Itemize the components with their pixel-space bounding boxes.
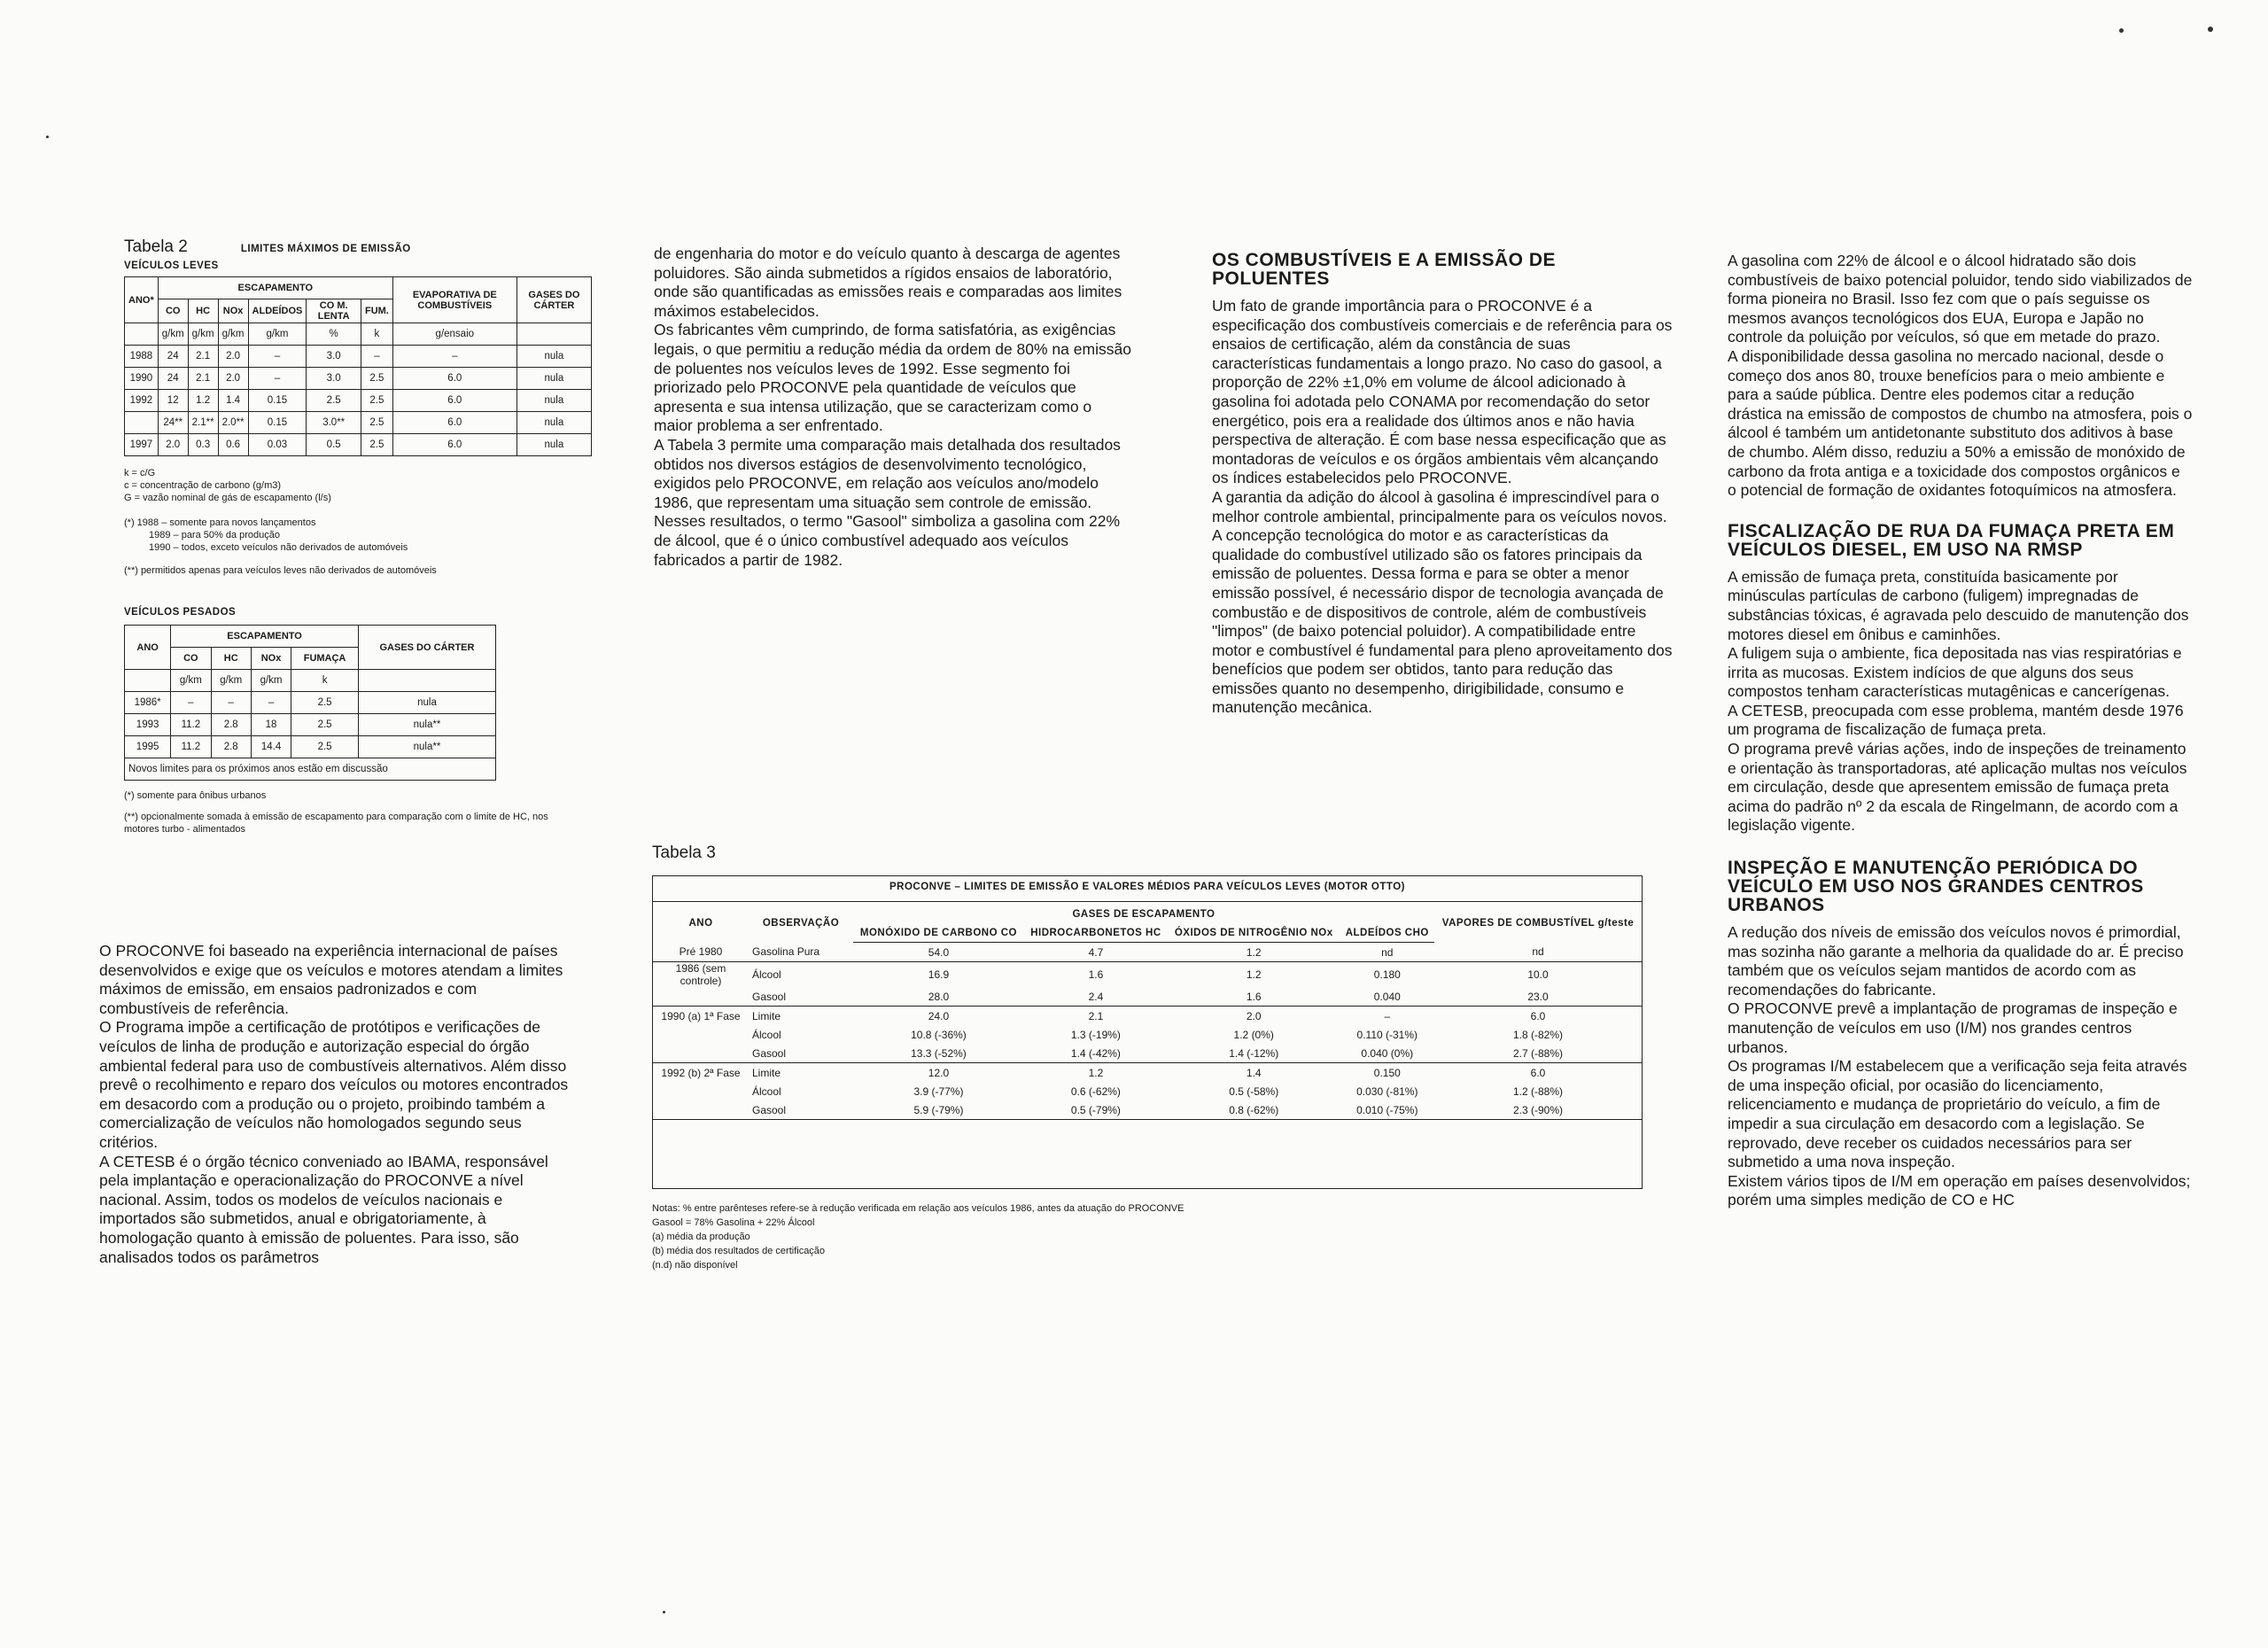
paragraph: A redução dos níveis de emissão dos veículos novos é primordial, mas sozinha não garante a melhoria da qualidade do ar. É preciso também que os veículos sejam mantidos de acordo com as recomendações do fabricante. (1728, 923, 2184, 999)
table-cell: Álcool (752, 1084, 781, 1098)
table-cell: 2.5 (291, 714, 359, 736)
col-header-observacao: OBSERVAÇÃO (762, 918, 840, 929)
table-body (125, 692, 496, 758)
unit-cell: g/km (188, 323, 218, 346)
table-cell: 3.0** (307, 412, 361, 434)
table-cell: – (248, 368, 307, 390)
paragraph: O PROCONVE prevê a implantação de programas de inspeção e manutenção de veículos em uso (I/M) nos grandes centros urbanos. (1728, 999, 2178, 1056)
tabela-3 (652, 843, 1644, 1272)
table-cell: nula** (358, 714, 495, 736)
unit-cell (517, 323, 591, 346)
paragraph: O PROCONVE foi baseado na experiência internacional de países desenvolvidos e exige que os veículos e motores atendam a limites máximos de emissão, em ensaios padronizados e com combustíveis de referência. (99, 942, 563, 1017)
paragraph: A concepção tecnológica do motor e as características da qualidade do combustível utilizado são os fatores principais da emissão de poluentes. Dessa forma e para se obter a menor emissão possível, é necessário dispor de tecnologia avançada de combustão e de dispositivos de controle, além de combustíveis "limpos" (de baixo potencial poluidor). A compatibilidade entre motor e combustível é fundamental para pleno aproveitamento dos benefícios que podem ser obtidos, tanto para redução das emissões quanto no desempenho, dirigibilidade, consumo e manutenção mecânica. (1212, 526, 1673, 717)
column-2-text (654, 245, 1132, 570)
tabela-3-title: PROCONVE – LIMITES DE EMISSÃO E VALORES MÉDIOS PARA VEÍCULOS LEVES (MOTOR OTTO) (889, 882, 1405, 892)
table-cell: 1.4 (218, 390, 248, 412)
table-cell: – (171, 692, 211, 714)
col-header-ano: ANO (125, 626, 171, 670)
table-cell: 1.2 (0%) (1233, 1028, 1274, 1041)
table-cell: nula (517, 368, 591, 390)
unit-cell (358, 670, 495, 692)
table-cell: 2.5 (361, 412, 392, 434)
scan-speck (663, 1611, 665, 1613)
col-header-escapamento: ESCAPAMENTO (158, 277, 392, 299)
table-cell: Gasool (749, 987, 853, 1007)
table-cell: 0.150 (1373, 1066, 1401, 1079)
legend-line: G = vazão nominal de gás de escapamento (l/s) (124, 493, 331, 503)
paragraph: O programa prevê várias ações, indo de inspeções de treinamento e orientação às transportadoras, até aplicação multas nos veículos em circulação, desde que apresentem emissão de fumaça preta acima do padrão nº 2 da escala de Ringelmann, de acordo com a legislação vigente. (1728, 740, 2187, 835)
table-row (653, 1044, 1642, 1063)
col-header: CO (171, 648, 211, 670)
table-veiculos-pesados (124, 625, 496, 781)
table-cell: 12 (158, 390, 188, 412)
table-cell: 1997 (125, 434, 159, 456)
unit-cell: g/ensaio (392, 323, 517, 346)
table-cell: 13.3 (-52%) (853, 1044, 1024, 1063)
table-cell: 10.8 (-36%) (911, 1028, 967, 1041)
table-cell: nula** (358, 736, 495, 758)
col-header-ano: ANO* (125, 277, 159, 323)
table-cell: 0.3 (188, 434, 218, 456)
col-header: MONÓXIDO DE CARBONO CO (853, 923, 1024, 943)
unit-cell: k (361, 323, 392, 346)
table-cell (653, 1082, 749, 1100)
note-line: Gasool = 78% Gasolina + 22% Álcool (652, 1217, 815, 1228)
table-cell: 1.2 (1088, 1066, 1104, 1079)
table-cell: 1990 (125, 368, 159, 390)
table-cell: 0.040 (0%) (1340, 1044, 1434, 1063)
table-cell: 2.0 (218, 346, 248, 368)
paragraph: Existem vários tipos de I/M em operação em países desenvolvidos; porém uma simples medição de CO e HC (1728, 1171, 2191, 1209)
footnote-line: (*) somente para ônibus urbanos (124, 790, 267, 801)
paragraph: A fuligem suja o ambiente, fica depositada nas vias respiratórias e irrita as mucosas. Existem indícios de que alguns dos seus compostos tenham características mutagênicas e cancerígenas. (1728, 644, 2182, 701)
table-cell: 2.4 (1024, 987, 1168, 1007)
table-cell: nula (517, 434, 591, 456)
table-cell: – (251, 692, 291, 714)
table-cell: 2.5 (361, 434, 392, 456)
table-cell: 1986* (125, 692, 171, 714)
paragraph: A garantia da adição do álcool à gasolina é imprescindível para o melhor controle ambiental, principalmente para os veículos novos. (1212, 487, 1667, 525)
table-cell: 1988 (125, 346, 159, 368)
table-proconve (653, 905, 1642, 1120)
table-row (125, 346, 592, 368)
table-veiculos-leves (124, 276, 592, 456)
note-line: (b) média dos resultados de certificação (652, 1246, 826, 1256)
table-cell: 16.9 (928, 968, 950, 981)
table-cell: 2.0 (158, 434, 188, 456)
footnote-line: (**) permitidos apenas para veículos leves não derivados de automóveis (124, 565, 437, 576)
table-cell: Limite (752, 1066, 781, 1079)
tabela-2 (124, 237, 585, 836)
paragraph: A CETESB, preocupada com esse problema, mantém desde 1976 um programa de fiscalização de fumaça preta. (1728, 701, 2184, 739)
heading-fiscalizacao: FISCALIZAÇÃO DE RUA DA FUMAÇA PRETA EM VEÍCULOS DIESEL, EM USO NA RMSP (1728, 520, 2175, 560)
table-cell: 2.0 (218, 368, 248, 390)
table-cell: 3.9 (-77%) (913, 1084, 964, 1098)
unit-cell: k (291, 670, 359, 692)
table-cell: 0.6 (-62%) (1070, 1084, 1121, 1098)
table-cell: 1.2 (-88%) (1512, 1084, 1564, 1098)
table-cell: 6.0 (392, 368, 517, 390)
table-cell: Gasool (749, 1044, 853, 1063)
col-header: VAPORES DE COMBUSTÍVEL g/teste (1441, 918, 1635, 929)
legend-line: k = c/G (124, 468, 156, 478)
paragraph: A CETESB é o órgão técnico conveniado ao IBAMA, responsável pela implantação e operacionalização do PROCONVE a nível nacional. Assim, todos os modelos de veículos nacionais e importados são submetidos, anual e obrigatoriamente, à homologação quanto à emissão de poluentes. Para isso, são analisados todos os parâmetros (99, 1152, 548, 1266)
table-cell: 0.15 (248, 412, 307, 434)
table-cell: Limite (752, 1009, 781, 1022)
col-header: FUM. (361, 299, 392, 323)
table-row (125, 434, 592, 456)
table-cell: 6.0 (1530, 1066, 1546, 1079)
table-cell: – (392, 346, 517, 368)
table-body (653, 943, 1642, 1120)
paragraph: Um fato de grande importância para o PROCONVE é a especificação dos combustíveis comerciais e de referência para os ensaios de certificação, além da constância de suas características fundamentais a longo prazo. No caso do gasool, a proporção de 22% ±1,0% em volume de álcool adicionado à gasolina foi adotada pelo CONAMA por recomendação do setor energético, pois era a realidade dos últimos anos e não havia perspectiva de alteração. É com base nessa especificação que as montadoras de veículos e os órgãos ambientais vêm alcançando os índices estabelecidos pelo PROCONVE. (1212, 297, 1673, 487)
table-cell: 5.9 (-79%) (853, 1100, 1024, 1120)
table-row (653, 1025, 1642, 1044)
table-cell: 1.6 (1168, 987, 1340, 1007)
col-header-escapamento: ESCAPAMENTO (171, 626, 359, 648)
table-cell: 6.0 (1530, 1009, 1546, 1022)
table-cell: – (361, 346, 392, 368)
table-cell: 2.1 (1088, 1009, 1104, 1022)
table-body (125, 346, 592, 456)
table-row (653, 962, 1642, 988)
table-cell: 1.4 (-12%) (1168, 1044, 1340, 1063)
table-row (653, 1063, 1642, 1083)
table-cell: 0.110 (-31%) (1356, 1028, 1418, 1041)
table-cell: 11.2 (171, 736, 211, 758)
col-header: FUMAÇA (291, 648, 359, 670)
table-cell: nula (517, 390, 591, 412)
column-3 (1212, 251, 1673, 718)
table-cell: 2.1** (188, 412, 218, 434)
table-cell: 1.2 (1246, 968, 1262, 981)
table-cell: Pré 1980 (653, 943, 749, 962)
table-cell: 2.0** (218, 412, 248, 434)
paragraph: de engenharia do motor e do veículo quanto à descarga de agentes poluidores. São ainda submetidos a rígidos ensaios de laboratório, onde são quantificadas as emissões reais e comparadas aos limites máximos estabelecidos. (654, 245, 1122, 320)
col-header: CO M. LENTA (307, 299, 361, 323)
note-line: (n.d) não disponível (652, 1260, 738, 1271)
table-cell: 1992 (125, 390, 159, 412)
paragraph: A emissão de fumaça preta, constituída basicamente por minúsculas partículas de carbono (fuligem) impregnadas de substâncias tóxicas, é agravada pelo descuido de manutenção dos motores diesel em ônibus e caminhões. (1728, 567, 2189, 643)
col-header: NOx (218, 299, 248, 323)
unit-cell (125, 670, 171, 692)
table-cell: 28.0 (853, 987, 1024, 1007)
tabela-2-label: Tabela 2 (124, 237, 188, 256)
scan-speck (2119, 28, 2124, 33)
scan-speck (2208, 27, 2213, 32)
table-cell: 18 (251, 714, 291, 736)
table-cell (653, 1100, 749, 1120)
col-header: NOx (251, 648, 291, 670)
col-header: HIDROCARBONETOS HC (1024, 923, 1168, 943)
col-header: ALDEÍDOS (248, 299, 307, 323)
unit-cell (125, 323, 159, 346)
table-cell: nd (1434, 943, 1642, 962)
table-row (653, 1100, 1642, 1120)
table-cell: 24** (158, 412, 188, 434)
table-cell: 6.0 (392, 434, 517, 456)
table-cell: 1993 (125, 714, 171, 736)
tabela-3-label: Tabela 3 (652, 843, 716, 862)
table-cell: 4.7 (1024, 943, 1168, 962)
table-cell: Álcool (752, 1028, 781, 1041)
table-cell: 12.0 (928, 1066, 950, 1079)
table-cell: 6.0 (392, 390, 517, 412)
table-cell: 0.8 (-62%) (1168, 1100, 1340, 1120)
table-cell: 2.5 (361, 368, 392, 390)
paragraph: Os programas I/M estabelecem que a verificação seja feita através de uma inspeção oficial, por ocasião do licenciamento, relicenciamento e mudança de proprietário do veículo, a fim de impedir a sua circulação em desacordo com a legislação. Se reprovado, deve receber os cuidados necessários para ser submetido a uma nova inspeção. (1728, 1057, 2187, 1171)
divider (653, 901, 1642, 902)
table-row (653, 943, 1642, 962)
table-cell: 2.7 (-88%) (1434, 1044, 1642, 1063)
paragraph: O Programa impõe a certificação de protótipos e verificações de veículos de linha de produção e autorização especial do órgão ambiental federal para uso de combustíveis alternativos. Além disso prevê o recolhimento e reparo dos veículos ou motores encontrados em desacordo com a produção ou o projeto, proibindo também a comercialização de veículos não homologados segundo seus critérios. (99, 1018, 569, 1151)
table-cell: nd (1340, 943, 1434, 962)
table-row (653, 1007, 1642, 1026)
col-header-evaporativa: EVAPORATIVA DE COMBUSTÍVEIS (392, 277, 517, 323)
table-cell: 11.2 (171, 714, 211, 736)
table-cell (125, 412, 159, 434)
table-cell: 3.0 (307, 368, 361, 390)
col-header: ÓXIDOS DE NITROGÊNIO NOx (1168, 923, 1340, 943)
table-row (125, 412, 592, 434)
unit-cell: g/km (171, 670, 211, 692)
table-cell: 1992 (b) 2ª Fase (661, 1066, 741, 1079)
col-header: CO (158, 299, 188, 323)
table-row (653, 987, 1642, 1007)
table-cell: 0.180 (1373, 968, 1401, 981)
table-cell: 14.4 (251, 736, 291, 758)
table-cell: 2.5 (291, 692, 359, 714)
table-cell: 0.6 (218, 434, 248, 456)
table-cell: 2.1 (188, 368, 218, 390)
table-cell (653, 987, 749, 1007)
table-cell: nula (517, 412, 591, 434)
table-cell (653, 1044, 749, 1063)
table-cell: 2.8 (211, 714, 251, 736)
col-header-gases: GASES DE ESCAPAMENTO (1072, 908, 1216, 920)
table-cell: 1.3 (-19%) (1070, 1028, 1121, 1041)
note-line: Notas: % entre parênteses refere-se à redução verificada em relação aos veículos 1986, antes da atuação do PROCONVE (652, 1203, 1184, 1214)
paragraph: A Tabela 3 permite uma comparação mais detalhada dos resultados obtidos nos diversos estágios de desenvolvimento tecnológico, exigidos pelo PROCONVE, em relação aos veículos ano/modelo 1986, que representam uma situação sem controle de emissão. Nesses resultados, o termo "Gasool" simboliza a gasolina com 22% de álcool, que é o único combustível adequado aos veículos fabricados a partir de 1982. (654, 435, 1121, 569)
footnote-line: (*) 1988 – somente para novos lançamentos (124, 517, 316, 528)
unit-cell: g/km (211, 670, 251, 692)
table-cell: 1986 (sem controle) (675, 962, 726, 987)
table-cell: 3.0 (307, 346, 361, 368)
table-cell: 2.0 (1246, 1009, 1262, 1022)
table-cell: Gasolina Pura (749, 943, 853, 962)
table-cell: 0.5 (-79%) (1024, 1100, 1168, 1120)
table-cell: 0.03 (248, 434, 307, 456)
column-1-text (99, 942, 569, 1267)
table-row (653, 1082, 1642, 1100)
table-cell: 24 (158, 368, 188, 390)
table-cell: 0.030 (-81%) (1356, 1084, 1418, 1098)
table-row (125, 692, 496, 714)
col-header: HC (211, 648, 251, 670)
table-note-row: Novos limites para os próximos anos estão em discussão (125, 758, 496, 781)
table-cell: 54.0 (853, 943, 1024, 962)
table-cell: – (248, 346, 307, 368)
col-header-gases-carter: GASES DO CÁRTER (358, 626, 495, 670)
table-cell: Álcool (752, 968, 781, 981)
table-cell: 24 (158, 346, 188, 368)
paragraph: A gasolina com 22% de álcool e o álcool hidratado são dois combustíveis de baixo potencial poluidor, tendo sido viabilizados de forma pioneira no Brasil. Isso fez com que o país seguisse os mesmos avanços tecnológicos dos EUA, Europa e Japão no controle da poluição por veículos, só que em metade do prazo. (1728, 252, 2193, 346)
unit-cell: g/km (158, 323, 188, 346)
table-cell: 1.6 (1088, 968, 1104, 981)
unit-cell: g/km (251, 670, 291, 692)
table-cell (653, 1025, 749, 1044)
table-row (125, 736, 496, 758)
table-cell: 0.5 (-58%) (1229, 1084, 1279, 1098)
table-cell: – (211, 692, 251, 714)
table-cell: 2.5 (291, 736, 359, 758)
section-veiculos-pesados: VEÍCULOS PESADOS (124, 607, 237, 618)
col-header: HC (188, 299, 218, 323)
table-cell: nula (358, 692, 495, 714)
table-cell: 0.040 (1340, 987, 1434, 1007)
heading-inspecao: INSPEÇÃO E MANUTENÇÃO PERIÓDICA DO VEÍCULO EM USO NOS GRANDES CENTROS URBANOS (1728, 858, 2144, 916)
section-veiculos-leves: VEÍCULOS LEVES (124, 260, 219, 271)
table-cell: Gasool (749, 1100, 853, 1120)
note-line: (a) média da produção (652, 1232, 750, 1242)
table-cell: 2.1 (188, 346, 218, 368)
col-header: ALDEÍDOS CHO (1340, 923, 1434, 943)
table-cell: 1990 (a) 1ª Fase (661, 1009, 741, 1022)
table-cell: 23.0 (1434, 987, 1642, 1007)
footnote-line: 1990 – todos, exceto veículos não derivados de automóveis (149, 542, 408, 553)
col-header-gases-carter: GASES DO CÁRTER (517, 277, 591, 323)
paragraph: Os fabricantes vêm cumprindo, de forma satisfatória, as exigências legais, o que permitiu a redução média da ordem de 80% na emissão de poluentes nos veículos leves de 1992. Esse segmento foi priorizado pelo PROCONVE pela quantidade de veículos que apresenta e sua intensa utilização, que se caracterizam como o maior problema a ser enfrentado. (654, 321, 1131, 435)
unit-cell: g/km (218, 323, 248, 346)
table-cell: 10.0 (1527, 968, 1549, 981)
tabela-2-title: LIMITES MÁXIMOS DE EMISSÃO (240, 244, 411, 254)
table-row (125, 390, 592, 412)
table-cell: 1.4 (-42%) (1024, 1044, 1168, 1063)
table-cell: 0.010 (-75%) (1340, 1100, 1434, 1120)
table-cell: 1.4 (1246, 1066, 1262, 1079)
table-cell: 2.5 (361, 390, 392, 412)
footnote-line: 1989 – para 50% da produção (149, 530, 281, 540)
table-row (125, 368, 592, 390)
legend-line: c = concentração de carbono (g/m3) (124, 480, 282, 491)
scan-speck (46, 136, 49, 138)
table-row (125, 714, 496, 736)
table-cell: 6.0 (392, 412, 517, 434)
column-4 (1728, 252, 2193, 1210)
paragraph: A disponibilidade dessa gasolina no mercado nacional, desde o começo dos anos 80, trouxe benefícios para o meio ambiente e para a saúde pública. Dentre eles podemos citar a redução drástica na emissão de compostos de chumbo na atmosfera, pois o álcool é também um antidetonante substituto dos aditivos à base de chumbo. Além disso, reduziu a 50% a emissão de monóxido de carbono da frota antiga e a toxicidade dos compostos orgânicos e o potencial de formação de oxidantes fotoquímicos na atmosfera. (1728, 346, 2193, 500)
table-cell: – (1384, 1009, 1391, 1022)
table-cell: 24.0 (928, 1009, 950, 1022)
table-cell: 1995 (125, 736, 171, 758)
unit-cell: % (307, 323, 361, 346)
table-cell: nula (517, 346, 591, 368)
table-cell: 1.8 (-82%) (1512, 1028, 1564, 1041)
footnote-line: (**) opcionalmente somada à emissão de escapamento para comparação com o limite de HC, nos motores turbo - alimentados (124, 812, 548, 835)
table-cell: 1.2 (188, 390, 218, 412)
table-cell: 0.15 (248, 390, 307, 412)
table-cell: 2.8 (211, 736, 251, 758)
table-cell: 2.5 (307, 390, 361, 412)
heading-combustiveis: OS COMBUSTÍVEIS E A EMISSÃO DE POLUENTES (1212, 250, 1556, 289)
table-cell: 0.5 (307, 434, 361, 456)
col-header-ano: ANO (688, 918, 713, 929)
table-cell: 1.2 (1168, 943, 1340, 962)
table-cell: 2.3 (-90%) (1434, 1100, 1642, 1120)
unit-cell: g/km (248, 323, 307, 346)
